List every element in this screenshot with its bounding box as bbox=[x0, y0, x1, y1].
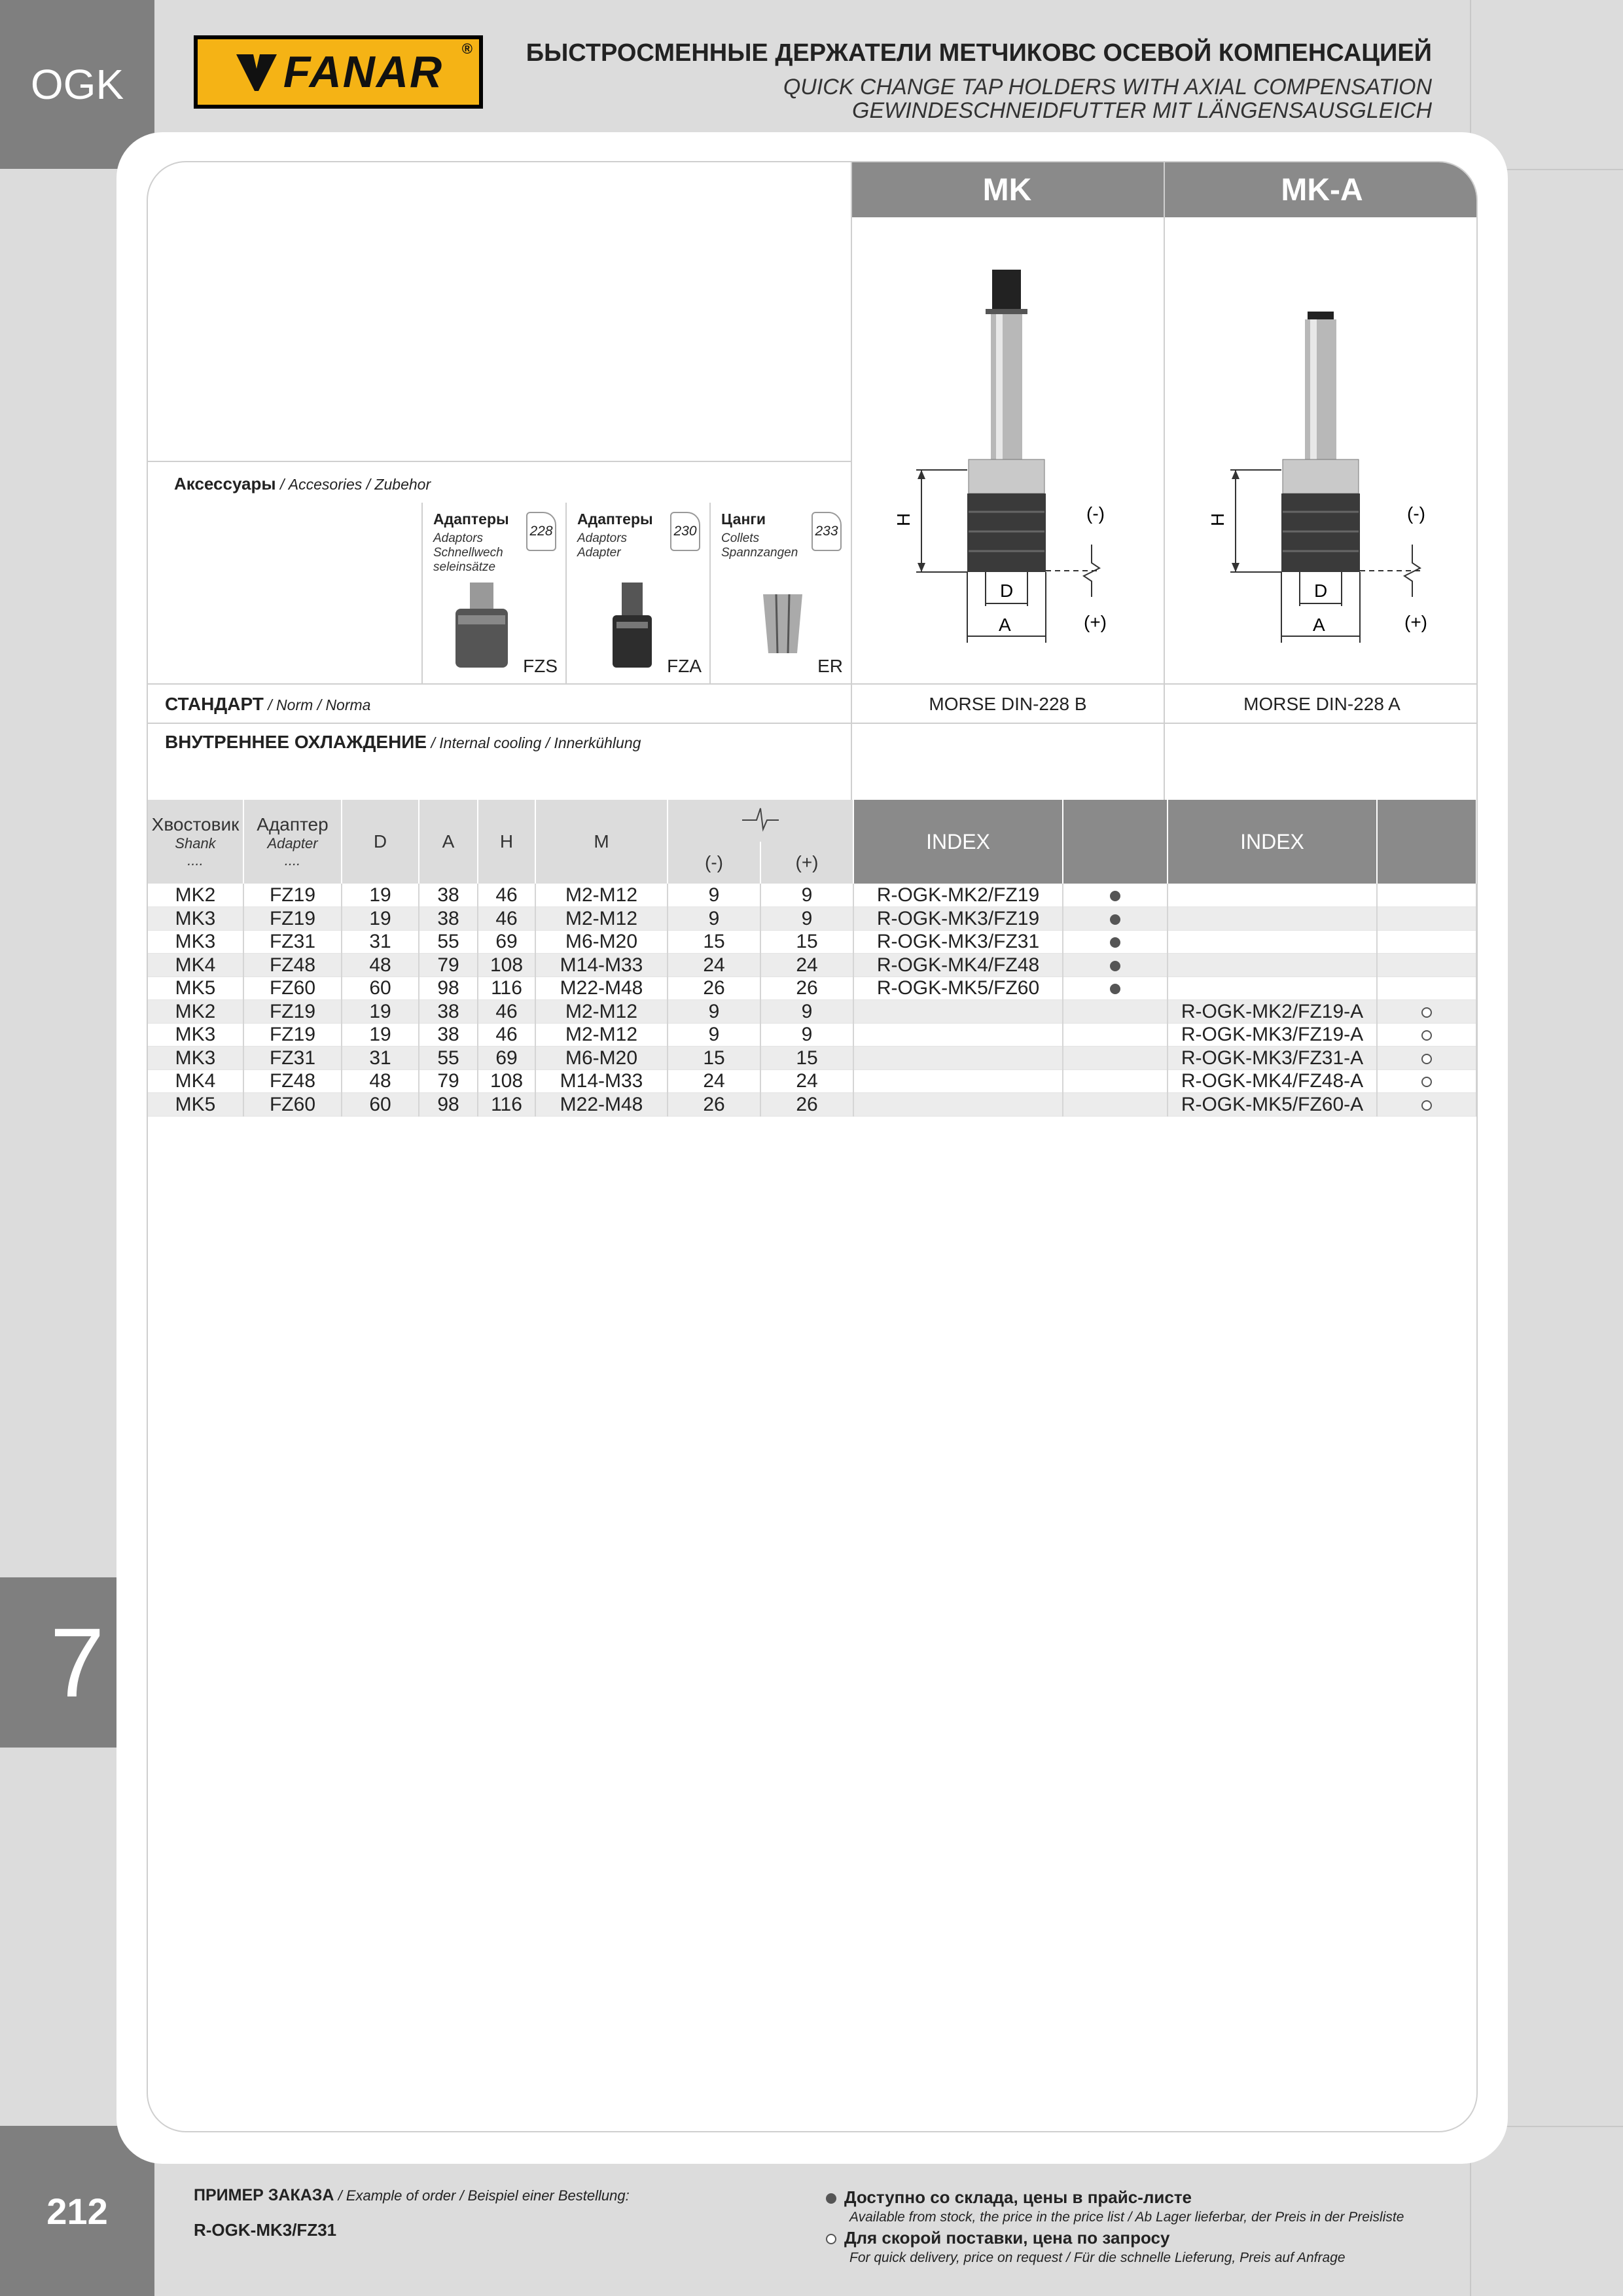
cell-index-mk bbox=[853, 1093, 1063, 1117]
stock-dot-icon bbox=[1110, 914, 1120, 925]
cell-a: 38 bbox=[419, 1023, 478, 1047]
cell-plus: 9 bbox=[760, 1000, 853, 1024]
request-circle-icon bbox=[1421, 1030, 1432, 1041]
col-h: H bbox=[478, 800, 535, 884]
cell-index-mk[interactable]: R-OGK-MK2/FZ19 bbox=[853, 884, 1063, 907]
stock-dot-icon bbox=[826, 2193, 836, 2204]
page-number: 212 bbox=[0, 2126, 154, 2296]
cell-avail-mka bbox=[1377, 1023, 1476, 1047]
stock-dot-icon bbox=[1110, 891, 1120, 901]
logo-v-icon bbox=[234, 49, 279, 95]
cell-plus: 9 bbox=[760, 1023, 853, 1047]
cell-d: 60 bbox=[342, 977, 419, 1000]
accessory-adapter-fza[interactable]: Адаптеры Adaptors Adapter 230 FZA bbox=[565, 503, 709, 683]
cell-m: M22-M48 bbox=[535, 1093, 668, 1117]
cell-h: 108 bbox=[478, 954, 535, 977]
cell-minus: 24 bbox=[668, 954, 760, 977]
cell-adapter: FZ60 bbox=[243, 1093, 342, 1117]
cell-minus: 15 bbox=[668, 930, 760, 954]
col-m: M bbox=[535, 800, 668, 884]
cell-avail-mka bbox=[1377, 930, 1476, 954]
model-header-mk: MK bbox=[851, 162, 1164, 217]
section-tab-ogk: OGK bbox=[0, 0, 154, 169]
cell-h: 69 bbox=[478, 1047, 535, 1070]
cell-shank: MK5 bbox=[148, 977, 243, 1000]
svg-text:D: D bbox=[1000, 581, 1014, 601]
cell-index-mka bbox=[1168, 884, 1377, 907]
table-row bbox=[148, 930, 1476, 954]
col-shank: Хвостовик Shank .... bbox=[148, 800, 243, 884]
fanar-logo bbox=[194, 35, 483, 109]
cell-index-mk bbox=[853, 1047, 1063, 1070]
cell-minus: 9 bbox=[668, 1023, 760, 1047]
cell-minus: 26 bbox=[668, 977, 760, 1000]
cell-index-mk bbox=[853, 1000, 1063, 1024]
cell-d: 31 bbox=[342, 1047, 419, 1070]
cell-adapter: FZ19 bbox=[243, 1000, 342, 1024]
cell-h: 69 bbox=[478, 930, 535, 954]
col-a: A bbox=[419, 800, 478, 884]
cell-avail-mk bbox=[1063, 907, 1168, 931]
table-row bbox=[148, 1023, 1476, 1047]
cell-shank: MK4 bbox=[148, 954, 243, 977]
page-ref-233[interactable]: 233 bbox=[812, 512, 842, 551]
cell-d: 19 bbox=[342, 884, 419, 907]
col-index-mk: INDEX bbox=[853, 800, 1063, 884]
cell-shank: MK4 bbox=[148, 1069, 243, 1093]
cell-a: 38 bbox=[419, 884, 478, 907]
legend-stock: Доступно со склада, цены в прайс-листе Available from stock, the price in the price list / Ab Lager lieferbar, der Preis in der Preisliste bbox=[826, 2187, 1192, 2208]
product-panel bbox=[147, 161, 1478, 2132]
page-ref-228[interactable]: 228 bbox=[526, 512, 556, 551]
cell-shank: MK2 bbox=[148, 1000, 243, 1024]
cell-avail-mka bbox=[1377, 954, 1476, 977]
svg-text:(+): (+) bbox=[1404, 612, 1427, 632]
table-row bbox=[148, 1047, 1476, 1070]
page-ref-230[interactable]: 230 bbox=[670, 512, 700, 551]
cell-minus: 9 bbox=[668, 1000, 760, 1024]
cell-h: 46 bbox=[478, 1023, 535, 1047]
standard-mk-a: MORSE DIN-228 A bbox=[1243, 694, 1400, 714]
cell-index-mka bbox=[1168, 977, 1377, 1000]
cell-index-mk bbox=[853, 1023, 1063, 1047]
cell-d: 60 bbox=[342, 1093, 419, 1117]
cell-m: M2-M12 bbox=[535, 907, 668, 931]
svg-text:(-): (-) bbox=[1086, 503, 1105, 524]
cell-m: M14-M33 bbox=[535, 954, 668, 977]
cell-avail-mka bbox=[1377, 884, 1476, 907]
cell-plus: 26 bbox=[760, 977, 853, 1000]
cell-a: 55 bbox=[419, 1047, 478, 1070]
cell-a: 98 bbox=[419, 1093, 478, 1117]
page-title-de: GEWINDESCHNEIDFUTTER MIT LÄNGENSAUSGLEICH bbox=[852, 98, 1432, 123]
cell-m: M14-M33 bbox=[535, 1069, 668, 1093]
cell-a: 38 bbox=[419, 907, 478, 931]
cell-index-mka bbox=[1168, 954, 1377, 977]
cell-minus: 15 bbox=[668, 1047, 760, 1070]
cell-d: 19 bbox=[342, 1023, 419, 1047]
svg-text:H: H bbox=[1207, 512, 1228, 526]
cell-avail-mk bbox=[1063, 954, 1168, 977]
cell-index-mka[interactable]: R-OGK-MK3/FZ31-A bbox=[1168, 1047, 1377, 1070]
svg-text:D: D bbox=[1314, 581, 1328, 601]
model-header-mk-a: MK-A bbox=[1165, 162, 1478, 217]
cell-plus: 15 bbox=[760, 1047, 853, 1070]
cell-shank: MK3 bbox=[148, 907, 243, 931]
cell-avail-mka bbox=[1377, 1000, 1476, 1024]
stock-dot-icon bbox=[1110, 937, 1120, 948]
section-number-tab: 7 bbox=[0, 1577, 154, 1748]
col-plus: (+) bbox=[760, 842, 853, 884]
cell-h: 116 bbox=[478, 977, 535, 1000]
cell-avail-mk bbox=[1063, 930, 1168, 954]
cell-adapter: FZ31 bbox=[243, 1047, 342, 1070]
col-d: D bbox=[342, 800, 419, 884]
mk-dim-h-label: H bbox=[893, 512, 914, 526]
col-avail-mk bbox=[1063, 800, 1168, 884]
cell-plus: 24 bbox=[760, 1069, 853, 1093]
table-row bbox=[148, 954, 1476, 977]
cell-index-mka bbox=[1168, 930, 1377, 954]
cell-adapter: FZ60 bbox=[243, 977, 342, 1000]
cell-adapter: FZ48 bbox=[243, 954, 342, 977]
cell-m: M6-M20 bbox=[535, 1047, 668, 1070]
cell-a: 79 bbox=[419, 954, 478, 977]
accessory-collets-er[interactable]: Цанги Collets Spannzangen 233 ER bbox=[709, 503, 851, 683]
cell-shank: MK3 bbox=[148, 930, 243, 954]
collet-er-image bbox=[750, 588, 815, 666]
logo-registered-mark: ® bbox=[461, 41, 474, 57]
stock-dot-icon bbox=[1110, 961, 1120, 971]
cell-a: 55 bbox=[419, 930, 478, 954]
standard-label: СТАНДАРТ / Norm / Norma bbox=[165, 694, 371, 714]
col-minus: (-) bbox=[668, 842, 760, 884]
cell-avail-mk bbox=[1063, 1069, 1168, 1093]
svg-text:A: A bbox=[1313, 615, 1325, 635]
cell-d: 19 bbox=[342, 907, 419, 931]
col-adapter: Адаптер Adapter .... bbox=[243, 800, 342, 884]
request-circle-icon bbox=[1421, 1007, 1432, 1018]
cell-a: 79 bbox=[419, 1069, 478, 1093]
cell-plus: 9 bbox=[760, 907, 853, 931]
cell-index-mk[interactable]: R-OGK-MK3/FZ31 bbox=[853, 930, 1063, 954]
order-example-label: ПРИМЕР ЗАКАЗА / Example of order / Beispiel einer Bestellung: bbox=[194, 2186, 630, 2204]
order-example-code: R-OGK-MK3/FZ31 bbox=[194, 2220, 337, 2240]
cell-plus: 9 bbox=[760, 884, 853, 907]
cell-avail-mk bbox=[1063, 1000, 1168, 1024]
cell-m: M6-M20 bbox=[535, 930, 668, 954]
cell-avail-mk bbox=[1063, 884, 1168, 907]
svg-text:(+): (+) bbox=[1084, 612, 1107, 632]
cell-h: 46 bbox=[478, 1000, 535, 1024]
standard-mk: MORSE DIN-228 B bbox=[929, 694, 1087, 714]
cell-minus: 9 bbox=[668, 884, 760, 907]
cell-minus: 24 bbox=[668, 1069, 760, 1093]
page-title-ru: БЫСТРОСМЕННЫЕ ДЕРЖАТЕЛИ МЕТЧИКОВС ОСЕВОЙ КОМПЕНСАЦИЕЙ bbox=[526, 39, 1432, 67]
cell-avail-mk bbox=[1063, 1093, 1168, 1117]
cell-plus: 15 bbox=[760, 930, 853, 954]
cell-index-mka bbox=[1168, 907, 1377, 931]
table-row bbox=[148, 907, 1476, 931]
accessories-title: Аксессуары / Accesories / Zubehor bbox=[174, 474, 431, 493]
cell-h: 46 bbox=[478, 884, 535, 907]
stock-dot-icon bbox=[1110, 984, 1120, 994]
cell-shank: MK2 bbox=[148, 884, 243, 907]
cell-m: M2-M12 bbox=[535, 1000, 668, 1024]
cell-minus: 26 bbox=[668, 1093, 760, 1117]
cell-adapter: FZ48 bbox=[243, 1069, 342, 1093]
logo-text: FANAR bbox=[283, 47, 444, 97]
svg-text:A: A bbox=[999, 615, 1011, 635]
cell-a: 98 bbox=[419, 977, 478, 1000]
cell-d: 48 bbox=[342, 954, 419, 977]
cell-index-mk[interactable]: R-OGK-MK3/FZ19 bbox=[853, 907, 1063, 931]
cell-d: 31 bbox=[342, 930, 419, 954]
internal-cooling-label: ВНУТРЕННЕЕ ОХЛАЖДЕНИЕ / Internal cooling / Innerkühlung bbox=[165, 732, 641, 752]
cell-index-mka[interactable]: R-OGK-MK2/FZ19-A bbox=[1168, 1000, 1377, 1024]
cell-h: 46 bbox=[478, 907, 535, 931]
adapter-fza-image bbox=[599, 576, 665, 674]
cell-h: 108 bbox=[478, 1069, 535, 1093]
cell-d: 19 bbox=[342, 1000, 419, 1024]
cell-adapter: FZ19 bbox=[243, 884, 342, 907]
cell-d: 48 bbox=[342, 1069, 419, 1093]
cell-h: 116 bbox=[478, 1093, 535, 1117]
cell-index-mk[interactable]: R-OGK-MK5/FZ60 bbox=[853, 977, 1063, 1000]
table-row bbox=[148, 1069, 1476, 1093]
cell-avail-mka bbox=[1377, 1093, 1476, 1117]
product-table bbox=[148, 800, 1477, 1117]
adapter-fzs-image bbox=[449, 576, 514, 674]
cell-m: M22-M48 bbox=[535, 977, 668, 1000]
cell-avail-mk bbox=[1063, 977, 1168, 1000]
table-row bbox=[148, 1000, 1476, 1024]
col-avail-mk-a bbox=[1377, 800, 1476, 884]
cell-index-mk[interactable]: R-OGK-MK4/FZ48 bbox=[853, 954, 1063, 977]
cell-avail-mka bbox=[1377, 977, 1476, 1000]
cell-m: M2-M12 bbox=[535, 884, 668, 907]
request-circle-icon bbox=[826, 2234, 836, 2244]
mk-holder-drawing bbox=[851, 217, 1164, 682]
table-row bbox=[148, 977, 1476, 1000]
cell-avail-mk bbox=[1063, 1023, 1168, 1047]
compensation-icon bbox=[668, 800, 853, 842]
cell-adapter: FZ19 bbox=[243, 1023, 342, 1047]
cell-index-mka[interactable]: R-OGK-MK4/FZ48-A bbox=[1168, 1069, 1377, 1093]
page-title-en: QUICK CHANGE TAP HOLDERS WITH AXIAL COMPENSATION bbox=[783, 75, 1432, 99]
cell-index-mka[interactable]: R-OGK-MK5/FZ60-A bbox=[1168, 1093, 1377, 1117]
table-row bbox=[148, 884, 1476, 907]
cell-avail-mka bbox=[1377, 1069, 1476, 1093]
cell-plus: 26 bbox=[760, 1093, 853, 1117]
cell-index-mka[interactable]: R-OGK-MK3/FZ19-A bbox=[1168, 1023, 1377, 1047]
cell-adapter: FZ19 bbox=[243, 907, 342, 931]
cell-shank: MK3 bbox=[148, 1023, 243, 1047]
legend-request: Для скорой поставки, цена по запросу For quick delivery, price on request / Für die schnelle Lieferung, Preis auf Anfrage bbox=[826, 2228, 1169, 2248]
accessory-adapter-fzs[interactable]: Адаптеры Adaptors Schnellwech seleinsätze 228 FZS bbox=[421, 503, 565, 683]
request-circle-icon bbox=[1421, 1100, 1432, 1111]
cell-index-mk bbox=[853, 1069, 1063, 1093]
cell-avail-mk bbox=[1063, 1047, 1168, 1070]
cell-minus: 9 bbox=[668, 907, 760, 931]
cell-shank: MK3 bbox=[148, 1047, 243, 1070]
table-row bbox=[148, 1093, 1476, 1117]
request-circle-icon bbox=[1421, 1077, 1432, 1087]
cell-avail-mka bbox=[1377, 907, 1476, 931]
cell-m: M2-M12 bbox=[535, 1023, 668, 1047]
request-circle-icon bbox=[1421, 1054, 1432, 1064]
cell-shank: MK5 bbox=[148, 1093, 243, 1117]
col-index-mk-a: INDEX bbox=[1168, 800, 1377, 884]
cell-adapter: FZ31 bbox=[243, 930, 342, 954]
cell-a: 38 bbox=[419, 1000, 478, 1024]
svg-text:(-): (-) bbox=[1407, 503, 1425, 524]
cell-plus: 24 bbox=[760, 954, 853, 977]
mk-a-holder-drawing bbox=[1165, 217, 1478, 682]
cell-avail-mka bbox=[1377, 1047, 1476, 1070]
